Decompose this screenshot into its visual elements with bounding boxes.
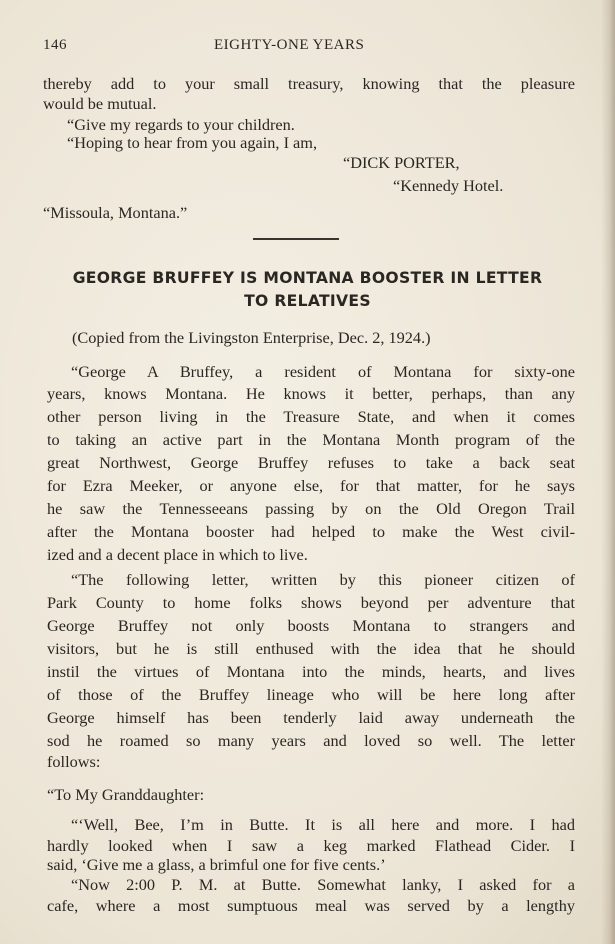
text-line: he saw the Tennesseeans passing by on the Old Oregon Trail xyxy=(47,499,575,518)
text-line: for Ezra Meeker, or anyone else, for that matter, for he says xyxy=(47,476,575,495)
text-line: years, knows Montana. He knows it better, perhaps, than any xyxy=(47,384,575,403)
text-line: thereby add to your small treasury, knowing that the pleasure xyxy=(43,74,575,93)
text-line: ized and a decent place in which to live. xyxy=(47,545,308,564)
text-line: instil the virtues of Montana into the minds, hearts, and lives xyxy=(47,662,575,681)
page-number: 146 xyxy=(43,37,67,53)
text-line: said, ‘Give me a glass, a brimful one for five cents.’ xyxy=(47,855,386,874)
text-line: George Bruffey not only boosts Montana to strangers and xyxy=(47,616,575,635)
text-line: after the Montana booster had helped to make the West civil- xyxy=(47,522,575,541)
running-title: EIGHTY-ONE YEARS xyxy=(214,37,365,53)
text-line: of those of the Bruffey lineage who will be here long after xyxy=(47,685,575,704)
text-line: to taking an active part in the Montana Month program of the xyxy=(47,430,575,449)
signature-hotel: “Kennedy Hotel. xyxy=(393,176,504,195)
text-line: follows: xyxy=(47,752,101,771)
text-line: great Northwest, George Bruffey refuses to take a back seat xyxy=(47,453,575,472)
text-line: sod he roamed so many years and loved so well. The letter xyxy=(47,731,575,750)
text-line: hardly looked when I saw a keg marked Flathead Cider. I xyxy=(47,836,575,855)
page-gutter-shadow xyxy=(601,0,615,944)
source-note: (Copied from the Livingston Enterprise, Dec. 2, 1924.) xyxy=(72,328,431,347)
text-line: visitors, but he is still enthused with the idea that he should xyxy=(47,639,575,658)
text-line: “‘Well, Bee, I’m in Butte. It is all here and more. I had xyxy=(71,815,575,834)
text-line: George himself has been tenderly laid away underneath the xyxy=(47,708,575,727)
section-heading: TO RELATIVES xyxy=(244,292,371,310)
text-line: “The following letter, written by this pioneer citizen of xyxy=(71,570,575,589)
signature-name: “DICK PORTER, xyxy=(343,153,460,172)
text-line: Park County to home folks shows beyond per adventure that xyxy=(47,593,575,612)
text-line: “Give my regards to your children. xyxy=(67,115,295,134)
salutation: “To My Granddaughter: xyxy=(47,785,205,804)
text-line: other person living in the Treasure State, and when it comes xyxy=(47,407,575,426)
text-line: “Hoping to hear from you again, I am, xyxy=(67,133,318,152)
text-line: “Now 2:00 P. M. at Butte. Somewhat lanky, I asked for a xyxy=(71,875,575,894)
text-line: would be mutual. xyxy=(43,94,157,113)
text-line: cafe, where a most sumptuous meal was served by a lengthy xyxy=(47,896,575,915)
signature-place: “Missoula, Montana.” xyxy=(43,203,188,222)
text-line: “George A Bruffey, a resident of Montana for sixty-one xyxy=(71,362,575,381)
section-divider xyxy=(253,238,339,240)
section-heading: GEORGE BRUFFEY IS MONTANA BOOSTER IN LETTER xyxy=(72,269,543,287)
